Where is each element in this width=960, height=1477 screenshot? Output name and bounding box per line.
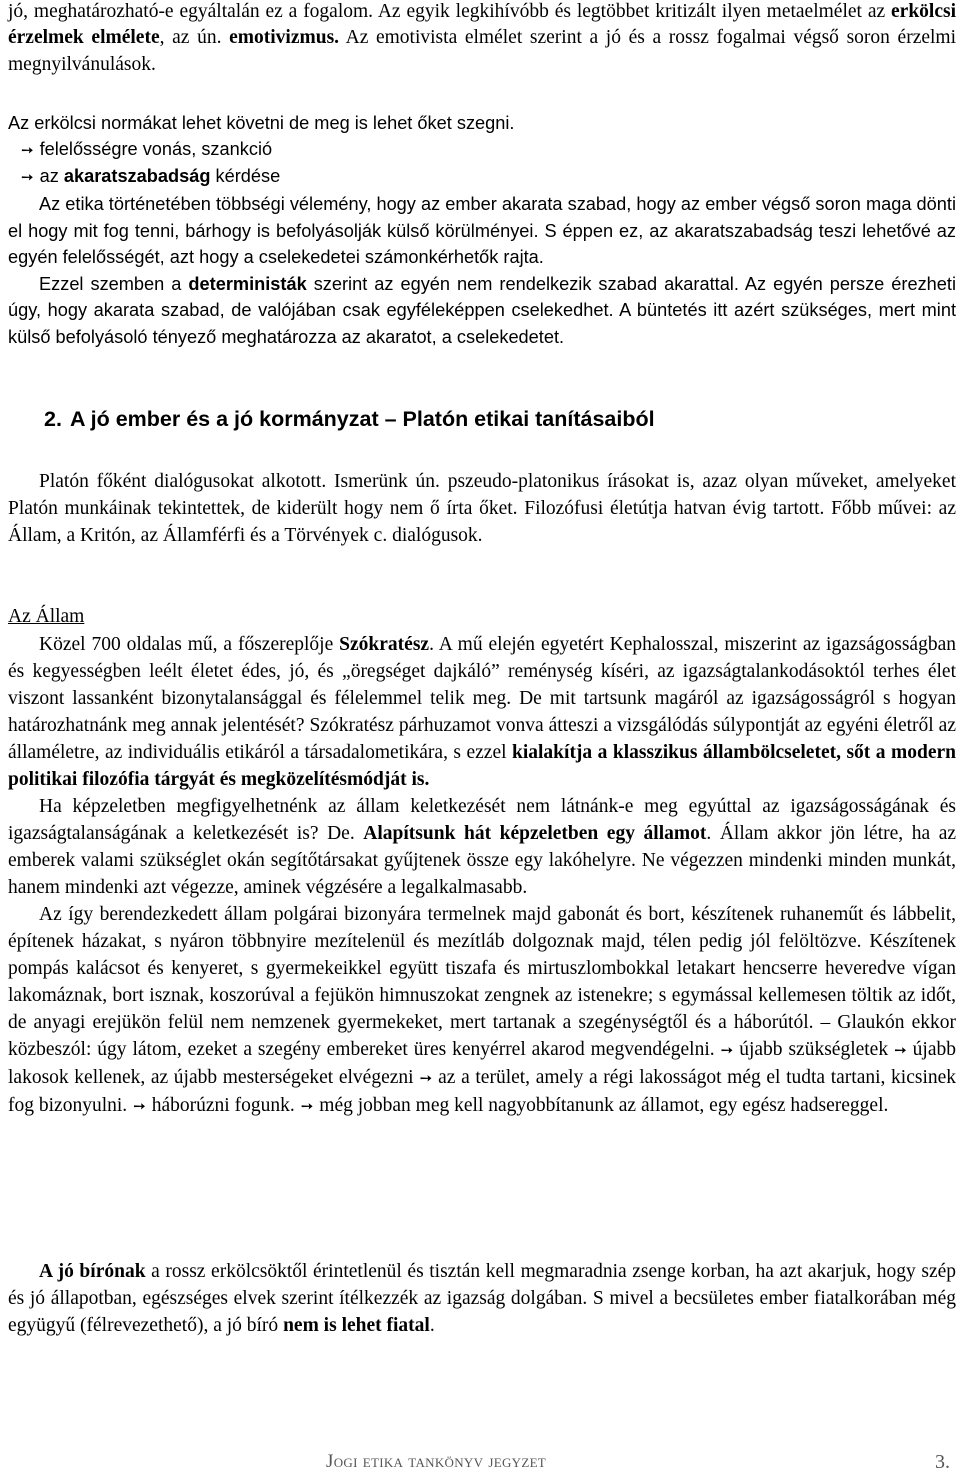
- footer-title: Jogi etika tankönyv jegyzet: [326, 1451, 547, 1472]
- allam-bold-statement: kialakítja a klasszikus állambölcseletet, sőt a modern politikai filozófia tárgyát és megközelítésmódját is.: [8, 742, 956, 790]
- allam-text: Ha képzeletben megfigyelhetnénk az állam keletkezését nem látnánk-e meg egyúttal az igazságosságának és igazságtalanságának a keletkezését is? De.: [8, 796, 956, 844]
- determinism-text: szerint az egyén nem rendelkezik szabad akarattal. Az egyén persze érezheti úgy, hogy akarata szabad, de valójában csak egyféleképpen cselekedhet. A büntetés itt azért szükséges, mert mint külső befolyásoló tényező meghatározza az akaratot, a cselekedetet.: [8, 273, 956, 347]
- allam-subheading: Az Állam: [8, 606, 85, 627]
- freedom-section: [8, 191, 956, 350]
- allam-bold-statement: Alapítsunk hát képzeletben egy államot: [363, 823, 707, 844]
- allam-text: . Állam akkor jön létre, ha az emberek valami szükséglet okán segítőtársakat gyűjtenek össze egy lakóhelyre. Ne végezzen mindenki minden munkát, hanem mindenki azt végezze, aminek végzésére a legalkalmasabb.: [8, 823, 957, 898]
- allam-text: . A mű elején egyetért Kephalosszal, miszerint az igazságosságban és kegyességben leélt életet édes, jó, és „öregséget dajkáló” reménység kíséri, az igazságtalankodásoktól terhes élet viszont lassanként bizonytalansággal és félelemmel telik meg. De mit tartsunk magáról az igazságosságról s hogyan határozhatnánk meg annak jelentését? Szókratész párhuzamot vonva átteszi a vizsgálódás súlypontját az egyéni életről az államéletre, az individuális etikáról a társadalometikára, s ezzel: [8, 634, 956, 763]
- judge-bold-statement: nem is lehet fiatal: [283, 1315, 430, 1336]
- allam-section: [8, 631, 956, 1120]
- intro-text: , az ún.: [159, 27, 230, 49]
- arrow-item-text: az: [39, 166, 64, 186]
- arrow-icon: ➙: [720, 1041, 734, 1059]
- section-title: A jó ember és a jó kormányzat – Platón etikai tanításaiból: [69, 407, 655, 431]
- section-number: 2.: [44, 407, 62, 431]
- arrow-icon: ➙: [894, 1041, 907, 1059]
- arrow-icon: ➙: [21, 141, 34, 159]
- intro-paragraph: [8, 0, 956, 78]
- arrow-item-bold-term: akaratszabadság: [63, 166, 211, 186]
- page-number: 3.: [935, 1451, 950, 1473]
- determinism-paragraph: [8, 271, 956, 351]
- allam-bold-name: Szókratész: [339, 634, 430, 655]
- arrow-icon: ➙: [21, 168, 34, 186]
- determinism-text: Ezzel szemben a: [39, 273, 189, 294]
- arrow-item-text: kérdése: [210, 166, 281, 186]
- determinism-bold-term: deterministák: [188, 273, 307, 294]
- allam-paragraph-3: [8, 901, 956, 1120]
- intro-text: jó, meghatározható-e egyáltalán ez a fogalom. Az egyik legkihívóbb és legtöbbet kritizált ilyen metaelmélet az: [8, 1, 892, 22]
- intro-text: Az emotivista elmélet szerint a jó és a rossz fogalmai végső soron érzelmi megnyilvánulások.: [8, 27, 957, 75]
- judge-bold-term: A jó bírónak: [39, 1261, 146, 1282]
- allam-text: háborúzni fogunk.: [151, 1095, 295, 1116]
- arrow-item-responsibility: [18, 136, 272, 163]
- intro-bold-term: emotivizmus.: [229, 27, 340, 49]
- judge-text: .: [429, 1315, 435, 1336]
- norms-sentence: [8, 110, 514, 136]
- plato-paragraph: Platón főként dialógusokat alkotott. Ismerünk ún. pszeudo-platonikus írásokat is, azaz olyan műveket, amelyeket Platón munkáinak tekintettek, de kiderült hogy nem ő írta őket. Filozófusi életútja hatvan évig tartott. Főbb művei: az Állam, a Kritón, az Államférfi és a Törvények c. dialógusok.: [8, 471, 956, 546]
- intro-bold-term: erkölcsi érzelmek elmélete: [8, 1, 956, 49]
- allam-text: az a terület, amely a régi lakosságot még el tudta tartani, kicsinek fog bizonyulni.: [8, 1067, 957, 1116]
- allam-text: újabb lakosok kellenek, az újabb mesterségeket elvégezni: [8, 1039, 956, 1088]
- allam-paragraph-2: [8, 793, 956, 901]
- arrow-item-text: felelősségre vonás, szankció: [39, 139, 273, 159]
- judge-paragraph: [8, 1258, 956, 1339]
- allam-paragraph-1: [8, 631, 956, 793]
- allam-text: Közel 700 oldalas mű, a főszereplője: [39, 634, 340, 655]
- arrow-icon: ➙: [300, 1097, 314, 1115]
- judge-text: a rossz erkölcsöktől érintetlenül és tisztán kell megmaradnia zsenge korban, ha azt akarjuk, hogy szép és jó állapotban, egészséges elvek szerint ítélkezzék az igazság dolgában. S mivel a becsületes ember fiatalkorában még együgyű (félrevezethető), a jó bíró: [8, 1261, 957, 1336]
- allam-text: Az így berendezkedett állam polgárai bizonyára termelnek majd gabonát és bort, készítenek ruhaneműt és lábbelit, építenek házakat, s nyáron többnyire mezítelenül és mezítláb dolgoznak majd, télen pedig jól felöltözve. Készítenek pompás kalácsot és kenyeret, s gyermekeikkel együtt tiszafa és mirtuszlombokkal letakart hencserre heveredve vígan lakomáznak, bort isznak, koszorúval a fejükön himnuszokat zengnek az istenekre; s egymással kellemesen töltik az időt, de anyagi erejükön felül nem nemzenek gyermekeket, mert tartanak a szegénységtől és a háborútól. – Glaukón ekkor közbeszól: úgy látom, ezeket a szegény embereket üres kenyérrel akarod megvendégelni.: [8, 904, 956, 1060]
- allam-text: újabb szükségletek: [739, 1039, 889, 1060]
- page-footer: [326, 1451, 950, 1477]
- allam-text: még jobban meg kell nagyobbítanunk az államot, egy egész hadsereggel.: [319, 1095, 889, 1116]
- norms-sentence-text: Az erkölcsi normákat lehet követni de meg is lehet őket szegni.: [8, 113, 515, 133]
- section-heading: [44, 406, 655, 432]
- arrow-icon: ➙: [133, 1097, 146, 1115]
- freedom-paragraph: Az etika történetében többségi vélemény, hogy az ember akarata szabad, hogy az ember végső soron maga dönti el hogy mit fog tenni, bárhogy is befolyásolják külső körülményei. S éppen ez, az akaratszabadság teszi lehetővé az egyén felelősségét, azt hogy a cselekedetei számonkérhetők rajta.: [8, 194, 956, 267]
- arrow-item-free-will: [18, 163, 280, 190]
- arrow-icon: ➙: [419, 1069, 433, 1087]
